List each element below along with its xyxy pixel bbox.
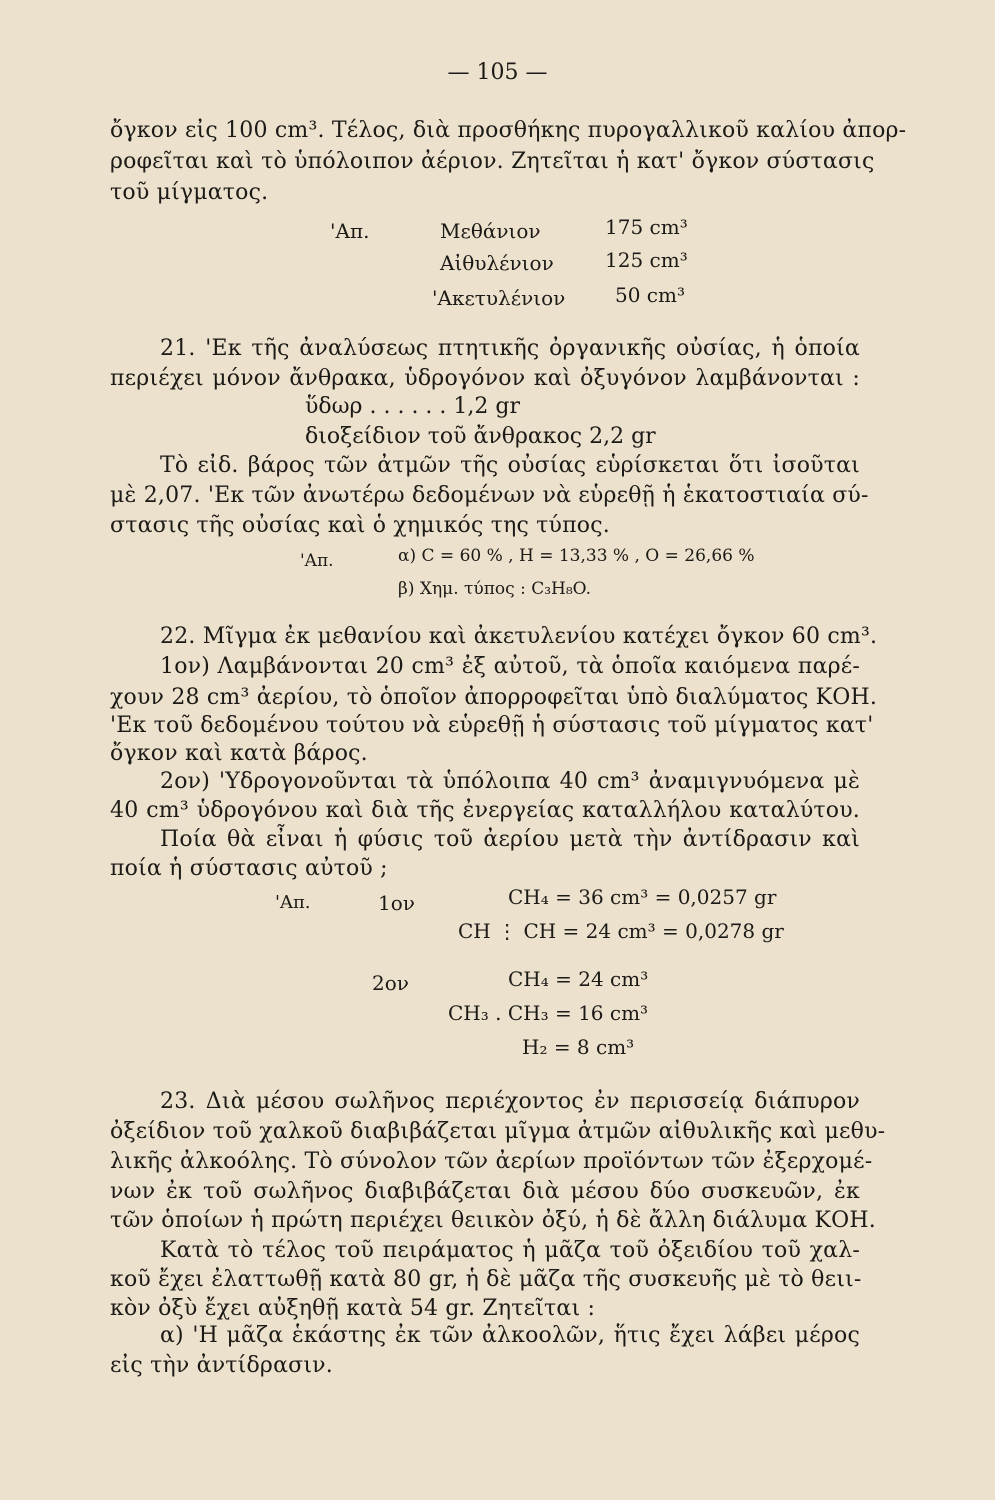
answer-label: 'Απ. [275,892,311,913]
problem-22-line: 40 cm³ ὑδρογόνου καὶ διὰ τῆς ἐνεργείας καταλλήλου καταλύτου. [110,798,860,823]
problem-22-line: 'Εκ τοῦ δεδομένου τούτου νὰ εὑρεθῇ ἡ σύστασις τοῦ μίγματος κατ' [110,713,874,738]
text-line: τοῦ μίγματος. [110,180,269,205]
problem-22-line: 2ον) 'Υδρογονοῦνται τὰ ὑπόλοιπα 40 cm³ ἀναμιγνυόμενα μὲ [160,769,860,794]
problem-23-line: 23. Διὰ μέσου σωλῆνος περιέχοντος ἐν περισσείᾳ διάπυρον [160,1089,860,1114]
answer-row: CH₄ = 36 cm³ = 0,0257 gr [508,885,777,909]
problem-23-line: τῶν ὁποίων ἡ πρώτη περιέχει θειικὸν ὀξύ, ἡ δὲ ἄλλη διάλυμα ΚΟΗ. [110,1208,876,1233]
answer-label: 'Απ. [300,551,334,571]
problem-21-line: περιέχει μόνον ἄνθρακα, ὑδρογόνον καὶ ὀξυγόνον λαμβάνονται : [110,366,860,391]
answer-row: CH ⋮ CH = 24 cm³ = 0,0278 gr [458,919,784,943]
answer-row: CH₃ . CH₃ = 16 cm³ [448,1001,649,1025]
given-water: ὕδωρ . . . . . . 1,2 gr [305,394,520,419]
answer-row: CH₄ = 24 cm³ [508,967,649,991]
problem-21-line: στασις τῆς οὐσίας καὶ ὁ χημικός της τύπος. [110,513,610,538]
problem-21-line: 21. 'Εκ τῆς ἀναλύσεως πτητικῆς ὀργανικῆς οὐσίας, ἡ ὁποία [160,336,860,361]
problem-23-line: α) 'Η μᾶζα ἑκάστης ἐκ τῶν ἀλκοολῶν, ἥτις ἔχει λάβει μέρος [160,1323,860,1348]
problem-22-line: χουν 28 cm³ ἀερίου, τὸ ὁποῖον ἀπορροφεῖται ὑπὸ διαλύματος ΚΟΗ. [110,685,878,710]
problem-22-line: 1ον) Λαμβάνονται 20 cm³ ἐξ αὐτοῦ, τὰ ὁποῖα καιόμενα παρέ- [160,654,860,679]
answer-gas-name: Αἰθυλένιον [440,251,554,275]
problem-23-line: εἰς τὴν ἀντίδρασιν. [110,1353,333,1378]
problem-21-line: Τὸ εἰδ. βάρος τῶν ἀτμῶν τῆς οὐσίας εὑρίσκεται ὅτι ἰσοῦται [160,453,860,478]
answer-gas-volume: 175 cm³ [605,215,688,239]
problem-23-line: νων ἐκ τοῦ σωλῆνος διαβιβάζεται διὰ μέσου δύο συσκευῶν, ἐκ [110,1179,860,1204]
answer-label: 'Απ. [330,219,370,243]
answer-part-label: 2ον [372,971,409,995]
answer-composition: α) C = 60 % , H = 13,33 % , O = 26,66 % [398,546,755,566]
text-line: ροφεῖται καὶ τὸ ὑπόλοιπον ἀέριον. Ζητεῖται ἡ κατ' ὄγκον σύστασις [110,149,875,174]
answer-formula: β) Χημ. τύπος : C₃H₈O. [398,579,592,599]
given-co2: διοξείδιον τοῦ ἄνθρακος 2,2 gr [305,424,656,449]
problem-23-line: ὀξείδιον τοῦ χαλκοῦ διαβιβάζεται μῖγμα ἀτμῶν αἰθυλικῆς καὶ μεθυ- [110,1119,886,1144]
page-number: — 105 — [447,60,548,85]
problem-23-line: Κατὰ τὸ τέλος τοῦ πειράματος ἡ μᾶζα τοῦ ὀξειδίου τοῦ χαλ- [160,1238,860,1263]
problem-22-line: ὄγκον καὶ κατὰ βάρος. [110,741,368,766]
answer-part-label: 1ον [378,891,415,915]
answer-row: H₂ = 8 cm³ [522,1035,635,1059]
answer-gas-name: Μεθάνιον [440,219,541,243]
problem-23-line: λικῆς ἀλκοόλης. Τὸ σύνολον τῶν ἀερίων προϊόντων τῶν ἐξερχομέ- [110,1149,873,1174]
problem-21-line: μὲ 2,07. 'Εκ τῶν ἀνωτέρω δεδομένων νὰ εὑρεθῇ ἡ ἑκατοστιαία σύ- [110,483,869,508]
problem-22-line: 22. Μῖγμα ἐκ μεθανίου καὶ ἀκετυλενίου κατέχει ὄγκον 60 cm³. [160,624,878,649]
answer-gas-name: 'Ακετυλένιον [432,286,566,310]
problem-22-line: ποία ἡ σύστασις αὐτοῦ ; [110,856,388,881]
answer-gas-volume: 125 cm³ [605,248,688,272]
problem-22-line: Ποία θὰ εἶναι ἡ φύσις τοῦ ἀερίου μετὰ τὴν ἀντίδρασιν καὶ [160,827,860,852]
text-line: ὄγκον εἰς 100 cm³. Τέλος, διὰ προσθήκης πυρογαλλικοῦ καλίου ἀπορ- [110,118,907,143]
problem-23-line: κοῦ ἔχει ἐλαττωθῇ κατὰ 80 gr, ἡ δὲ μᾶζα τῆς συσκευῆς μὲ τὸ θειι- [110,1267,862,1292]
problem-23-line: κὸν ὀξὺ ἔχει αὐξηθῇ κατὰ 54 gr. Ζητεῖται : [110,1296,596,1321]
answer-gas-volume: 50 cm³ [615,283,685,307]
